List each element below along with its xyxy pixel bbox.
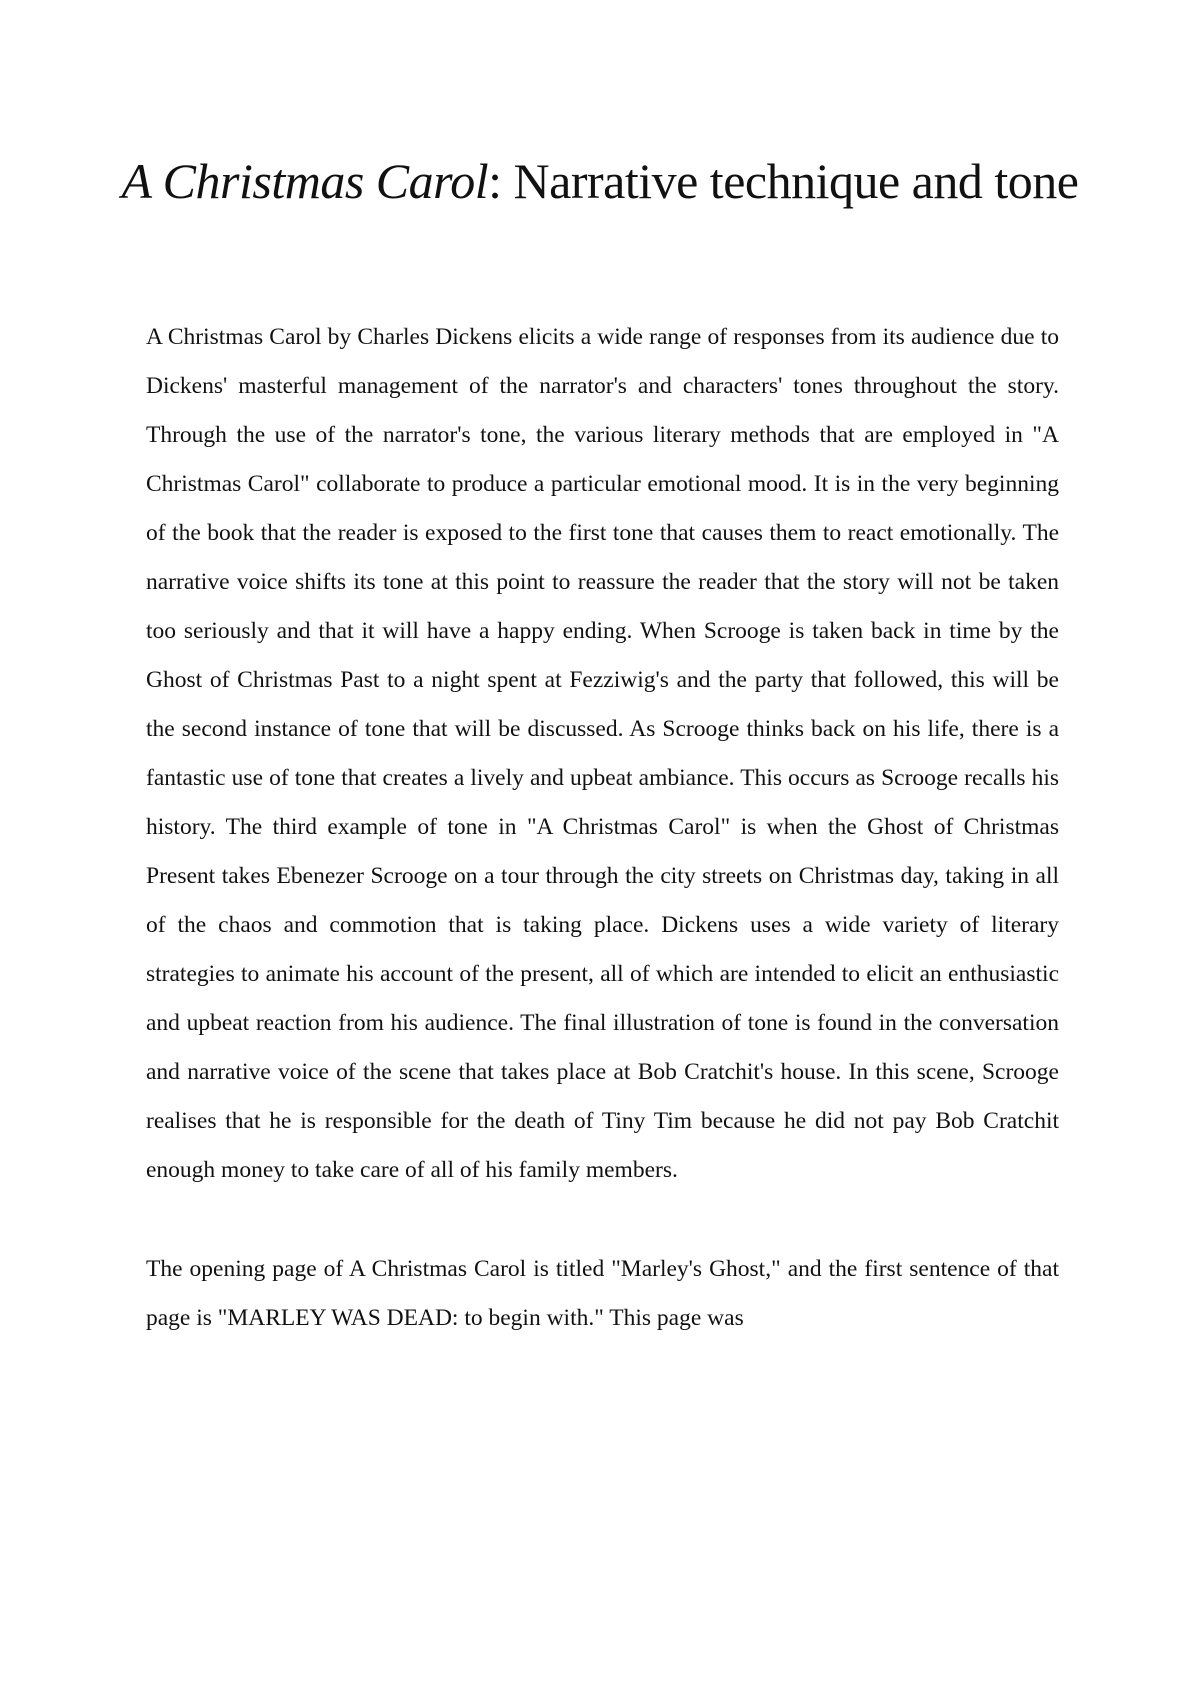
title-italic-part: A Christmas Carol	[121, 153, 489, 209]
paragraph-2: The opening page of A Christmas Carol is titled "Marley's Ghost," and the first sentence of that page is "MARLEY WAS DEAD: to begin with." This page was	[146, 1256, 1059, 1331]
document-title	[0, 150, 1200, 212]
paragraph-1: A Christmas Carol by Charles Dickens elicits a wide range of responses from its audience due to Dickens' masterful management of the narrator's and characters' tones throughout the story. Through the use of the narrator's tone, the various literary methods that are employed in "A Christmas Carol" collaborate to produce a particular emotional mood. It is in the very beginning of the book that the reader is exposed to the first tone that causes them to react emotionally. The narrative voice shifts its tone at this point to reassure the reader that the story will not be taken too seriously and that it will have a happy ending. When Scrooge is taken back in time by the Ghost of Christmas Past to a night spent at Fezziwig's and the party that followed, this will be the second instance of tone that will be discussed. As Scrooge thinks back on his life, there is a fantastic use of tone that creates a lively and upbeat ambiance. This occurs as Scrooge recalls his history. The third example of tone in "A Christmas Carol" is when the Ghost of Christmas Present takes Ebenezer Scrooge on a tour through the city streets on Christmas day, taking in all of the chaos and commotion that is taking place. Dickens uses a wide variety of literary strategies to animate his account of the present, all of which are intended to elicit an enthusiastic and upbeat reaction from his audience. The final illustration of tone is found in the conversation and narrative voice of the scene that takes place at Bob Cratchit's house. In this scene, Scrooge realises that he is responsible for the death of Tiny Tim because he did not pay Bob Cratchit enough money to take care of all of his family members.	[146, 324, 1059, 1183]
title-rest-part: : Narrative technique and tone	[488, 153, 1079, 209]
document-body	[146, 313, 1059, 1343]
